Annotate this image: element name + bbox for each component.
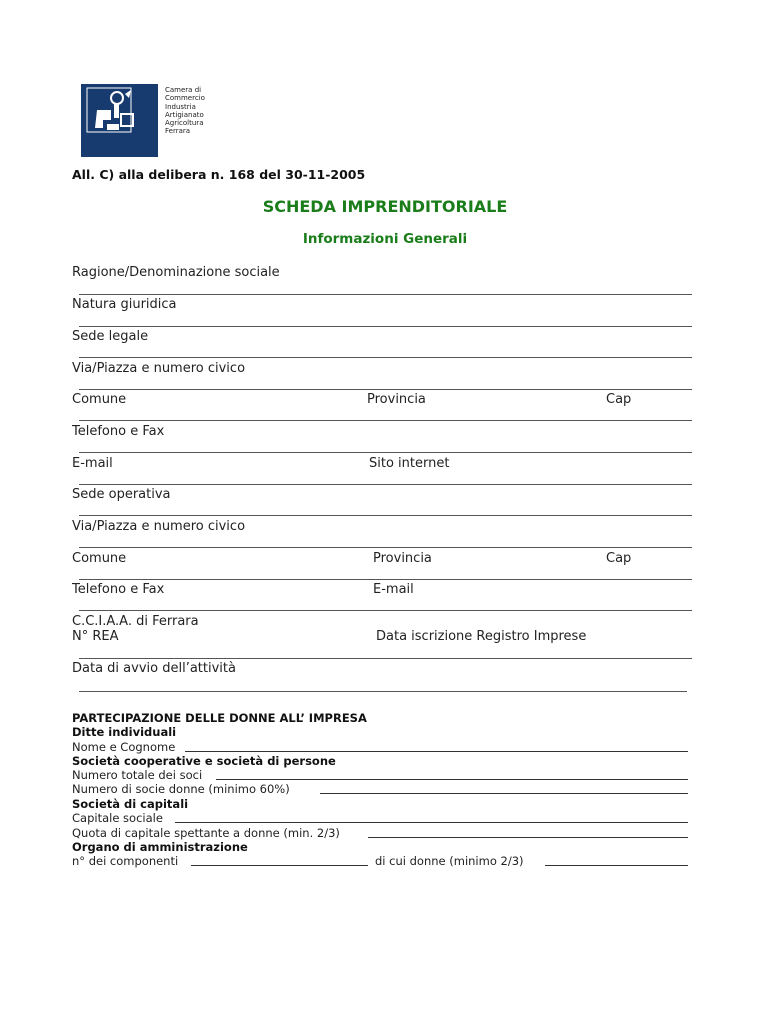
- field-numero-soci-line[interactable]: [216, 779, 688, 780]
- field-email-1-line[interactable]: [79, 484, 692, 485]
- ditte-heading: Ditte individuali: [72, 725, 177, 739]
- label-componenti: n° dei componenti: [72, 854, 179, 868]
- page-title: SCHEDA IMPRENDITORIALE: [262, 197, 508, 216]
- label-cciaa: C.C.I.A.A. di Ferrara: [72, 614, 199, 629]
- field-componenti-line[interactable]: [191, 865, 368, 866]
- label-telefono-2: Telefono e Fax: [72, 582, 165, 597]
- field-comune-1-line[interactable]: [79, 420, 692, 421]
- chamber-emblem-icon: [81, 84, 158, 157]
- label-rea: N° REA: [72, 629, 119, 644]
- label-nome: Nome e Cognome: [72, 740, 176, 754]
- field-natura-line[interactable]: [79, 326, 692, 327]
- label-quota: Quota di capitale spettante a donne (min. 2/3): [72, 826, 340, 840]
- cooperative-heading: Società cooperative e società di persone: [72, 754, 336, 768]
- label-sede-legale: Sede legale: [72, 329, 149, 344]
- label-provincia-1: Provincia: [367, 392, 426, 407]
- field-via-1-line[interactable]: [79, 389, 692, 390]
- field-capitale-sociale-line[interactable]: [175, 822, 688, 823]
- organo-heading: Organo di amministrazione: [72, 840, 248, 854]
- label-natura: Natura giuridica: [72, 297, 177, 312]
- deliberation-reference: All. C) alla delibera n. 168 del 30-11-2005: [72, 167, 366, 182]
- label-sede-operativa: Sede operativa: [72, 487, 171, 502]
- logo-line: Artigianato: [165, 110, 204, 119]
- label-provincia-2: Provincia: [373, 551, 432, 566]
- field-sede-operativa-line[interactable]: [79, 515, 692, 516]
- field-comune-2-line[interactable]: [79, 579, 692, 580]
- partecipazione-heading: PARTECIPAZIONE DELLE DONNE ALL’ IMPRESA: [72, 711, 367, 725]
- section-subtitle: Informazioni Generali: [302, 231, 468, 247]
- field-data-avvio-line[interactable]: [79, 691, 687, 692]
- field-di-cui-donne-line[interactable]: [545, 865, 688, 866]
- field-telefono-2-line[interactable]: [79, 610, 692, 611]
- label-numero-socie: Numero di socie donne (minimo 60%): [72, 782, 290, 796]
- chamber-logo: [81, 84, 158, 157]
- label-sito: Sito internet: [369, 456, 450, 471]
- label-telefono-1: Telefono e Fax: [72, 424, 165, 439]
- capitali-heading: Società di capitali: [72, 797, 189, 811]
- label-cap-1: Cap: [606, 392, 632, 407]
- label-data-avvio: Data di avvio dell’attività: [72, 661, 236, 676]
- label-di-cui-donne: di cui donne (minimo 2/3): [375, 854, 524, 868]
- field-sede-legale-line[interactable]: [79, 357, 692, 358]
- field-nome-line[interactable]: [185, 751, 688, 752]
- field-via-2-line[interactable]: [79, 547, 692, 548]
- label-capitale-sociale: Capitale sociale: [72, 811, 163, 825]
- field-ragione-line[interactable]: [79, 294, 692, 295]
- field-rea-line[interactable]: [79, 658, 692, 659]
- logo-line: Ferrara: [165, 127, 191, 136]
- label-email-2: E-mail: [373, 582, 414, 597]
- field-numero-socie-line[interactable]: [320, 793, 688, 794]
- logo-line: Commercio: [165, 94, 205, 103]
- label-via-1: Via/Piazza e numero civico: [72, 361, 246, 376]
- field-telefono-1-line[interactable]: [79, 452, 692, 453]
- label-numero-soci: Numero totale dei soci: [72, 768, 203, 782]
- label-data-iscrizione: Data iscrizione Registro Imprese: [376, 629, 587, 644]
- field-quota-line[interactable]: [368, 837, 688, 838]
- logo-line: Industria: [165, 102, 196, 111]
- label-email-1: E-mail: [72, 456, 113, 471]
- logo-line: Agricoltura: [165, 119, 204, 128]
- label-ragione: Ragione/Denominazione sociale: [72, 265, 280, 280]
- label-comune-1: Comune: [72, 392, 127, 407]
- label-via-2: Via/Piazza e numero civico: [72, 519, 246, 534]
- label-cap-2: Cap: [606, 551, 632, 566]
- logo-text: [165, 86, 205, 136]
- logo-line: Camera di: [165, 86, 202, 94]
- label-comune-2: Comune: [72, 551, 127, 566]
